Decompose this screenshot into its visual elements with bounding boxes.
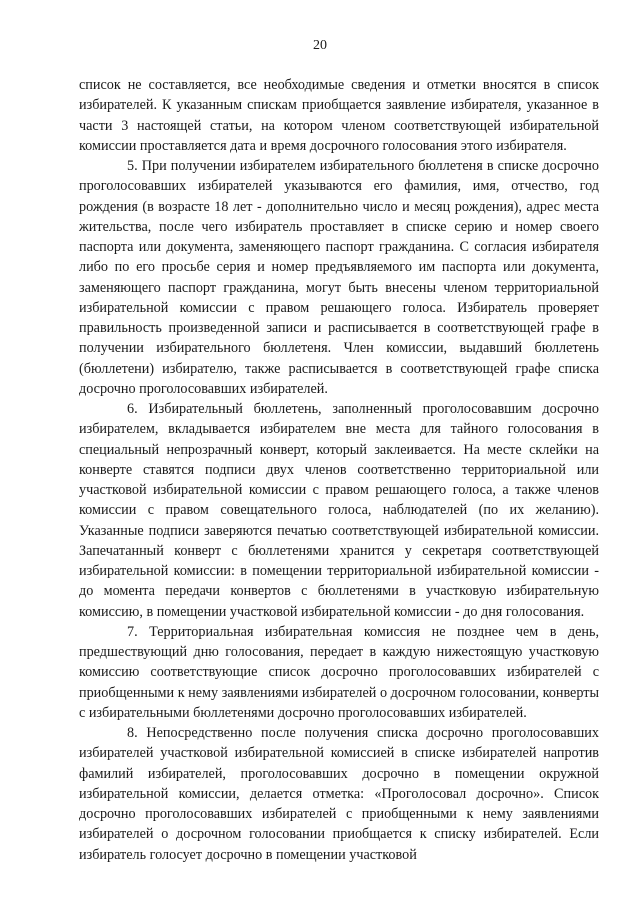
- page-number: 20: [313, 38, 327, 53]
- paragraph-item-8: 8. Непосредственно после получения списка досрочно проголосовавших избирателей участковой избирательной комиссией в списке избирателей напротив фамилий избирателей, проголосовавших досрочно в помещении окружной избирательной комиссии, делается отметка: «Проголосовал досрочно». Список досрочно проголосовавших избирателей с приобщенными к нему заявлениями избирателей о досрочном голосовании приобщается к списку избирателей. Если избиратель голосует досрочно в помещении участковой: [79, 725, 599, 863]
- paragraph-item-7: 7. Территориальная избирательная комиссия не позднее чем в день, предшествующий дню голосования, передает в каждую нижестоящую участковую комиссию соответствующие список досрочно проголосовавших избирателей с приобщенными к нему заявлениями избирателей о досрочном голосовании, конверты с избирательными бюллетенями досрочно проголосовавших избирателей.: [79, 623, 599, 721]
- paragraph-item-5: 5. При получении избирателем избирательного бюллетеня в списке досрочно проголосовавших избирателей указываются его фамилия, имя, отчество, год рождения (в возрасте 18 лет - дополнительно число и месяц рождения), адрес места жительства, после чего избиратель проставляет в списке серию и номер своего паспорта или документа, заменяющего паспорт гражданина. С согласия избирателя либо по его просьбе серия и номер предъявляемого им паспорта или документа, заменяющего паспорт гражданина, могут быть внесены членом территориальной избирательной комиссии с правом решающего голоса. Избиратель проверяет правильность произведенной записи и расписывается в соответствующей графе в получении избирательного бюллетеня. Член комиссии, выдавший бюллетень (бюллетени) избирателю, также расписывается в соответствующей графе списка досрочно проголосовавших избирателей.: [79, 158, 599, 397]
- paragraph-continuation: список не составляется, все необходимые сведения и отметки вносятся в список избирателей. К указанным спискам приобщается заявление избирателя, указанное в части 3 настоящей статьи, на котором членом соответствующей избирательной комиссии проставляется дата и время досрочного голосования этого избирателя.: [79, 77, 599, 154]
- document-body: [79, 75, 599, 865]
- paragraph-item-6: 6. Избирательный бюллетень, заполненный проголосовавшим досрочно избирателем, вкладывается избирателем вне места для тайного голосования в специальный непрозрачный конверт, который заклеивается. На месте склейки на конверте ставятся подписи двух членов соответственно территориальной или участковой избирательной комиссии с правом решающего голоса, а также членов комиссии с правом совещательного голоса, наблюдателей (по их желанию). Указанные подписи заверяются печатью соответствующей избирательной комиссии. Запечатанный конверт с бюллетенями хранится у секретаря соответствующей избирательной комиссии: в помещении территориальной избирательной комиссии - до момента передачи конвертов с бюллетенями в участковую избирательную комиссию, в помещении участковой избирательной комиссии - до дня голосования.: [79, 401, 599, 620]
